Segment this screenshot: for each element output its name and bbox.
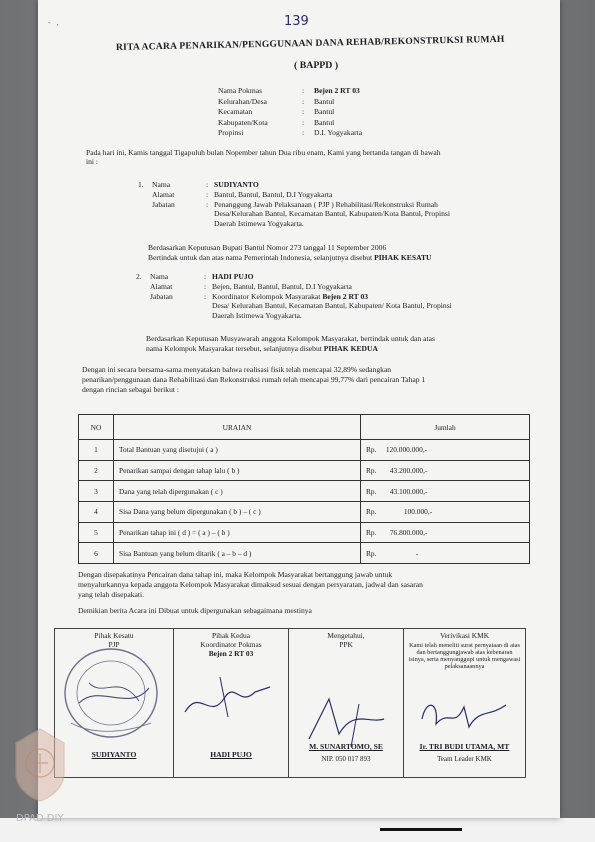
info-colons: : : : : : — [302, 86, 305, 138]
sig-role: Koordinator Pokmas — [200, 640, 262, 649]
row-no: 3 — [79, 481, 114, 502]
party1-position: Penanggung Jawab Pelaksanaan ( PJP ) Rehabilitasi/Rekonstruksi Rumah — [214, 199, 438, 209]
sig-role: PPK — [339, 640, 353, 649]
header-description: URAIAN — [114, 415, 361, 440]
row-no: 1 — [79, 440, 114, 461]
table-row — [79, 440, 530, 461]
row-amount — [361, 502, 530, 523]
signature-scribble-icon — [180, 667, 280, 727]
sig-title: Mengetahui, — [327, 631, 365, 640]
row-amount — [361, 460, 530, 481]
info-value-pokmas: Bejen 2 RT 03 — [314, 86, 360, 95]
official-stamp-icon — [59, 643, 169, 743]
amount-value: 100.000,- — [403, 507, 433, 517]
kmk-note-line: isinya, serta menyanggupi untuk mengawasi — [408, 656, 521, 663]
info-value: Bantul — [314, 107, 335, 117]
party1-number: 1. — [138, 180, 144, 189]
statement-line: penarikan/penggunaan dana Rehabilitasi dan Rekonstruksi rumah telah mencapai 99,77% dari pencairan Tahap 1 — [82, 375, 426, 384]
closing-line: yang telah disepakati. — [78, 590, 145, 599]
party1-values — [214, 180, 450, 229]
label-nama: Nama — [150, 272, 169, 281]
party2-basis: Berdasarkan Keputusan Musyawarah anggota Kelompok Masyarakat, bertindak untuk dan atas — [146, 334, 435, 343]
info-label: Propinsi — [218, 128, 244, 138]
sig-name: M. SUNARTOMO, SE — [309, 742, 383, 751]
sig-title: Verivikasi KMK — [439, 631, 490, 640]
dpad-emblem-icon — [10, 725, 70, 805]
row-amount — [361, 440, 530, 461]
intro-line: ini : — [86, 157, 99, 166]
party1-basis — [148, 253, 432, 262]
closing-line: Dengan disepakatinya Pencairan dana tahap ini, maka Kelompok Masyarakat bertanggung jawab untuk — [78, 570, 393, 579]
party1-position: Daerah Istimewa Yogyakarta. — [214, 219, 304, 229]
amount-value: 43.100.000,- — [389, 486, 428, 496]
row-description: Penarikan sampai dengan tahap lalu ( b ) — [114, 460, 361, 481]
sig-nip: NIP. 050 017 893 — [321, 755, 371, 763]
kmk-note-line: dan bertanggungjawab atas kebenaran — [416, 649, 513, 656]
table-row — [79, 481, 530, 502]
statement — [82, 365, 425, 395]
info-label: Kelurahan/Desa — [218, 96, 267, 106]
signature-scribble-icon — [414, 689, 514, 739]
row-no: 2 — [79, 460, 114, 481]
kmk-note-line: pelaksanaannya — [444, 663, 485, 670]
signature-col-pihak-kedua — [174, 629, 289, 778]
currency: Rp. — [366, 466, 377, 476]
row-description: Dana yang telah dipergunakan ( c ) — [114, 481, 361, 502]
currency: Rp. — [366, 528, 377, 538]
party1-position: Desa/Kelurahan Bantul, Kecamatan Bantul, Kabupaten/Kota Bantul, Propinsi — [214, 209, 450, 219]
signature-scribble-icon — [299, 689, 399, 749]
signature-col-ppk — [289, 629, 404, 778]
party2-colons: : : : — [204, 272, 207, 301]
sig-group: Bejen 2 RT 03 — [208, 649, 254, 658]
party2-address: Bejen, Bantul, Bantul, Bantul, D.I Yogyakarta — [212, 281, 352, 291]
pihak-kesatu: PIHAK KESATU — [374, 253, 432, 262]
row-description: Sisa Bantuan yang belum ditarik ( a – b – d ) — [114, 543, 361, 564]
info-label: Kabupaten/Kota — [218, 117, 268, 127]
party2-values — [212, 272, 452, 321]
party2-basis — [146, 344, 378, 353]
bottom-bar — [380, 828, 462, 831]
closing-statement: Demikian berita Acara ini Dibuat untuk dipergunakan sebagaimana mestinya — [78, 606, 312, 615]
amount-value: - — [415, 548, 419, 558]
party1-labels — [152, 180, 175, 209]
party2-position-text: Koordinator Kelompok Masyarakat — [212, 291, 321, 301]
info-value: D.I. Yogyakarta — [314, 128, 363, 138]
label-alamat: Alamat — [150, 281, 173, 291]
party2-labels — [150, 272, 173, 301]
sig-role: Team Leader KMK — [437, 755, 492, 763]
currency: Rp. — [366, 507, 377, 517]
row-amount — [361, 481, 530, 502]
table-row — [79, 502, 530, 523]
table-row — [79, 522, 530, 543]
page-number: 139 — [284, 14, 309, 29]
pencil-mark: - , — [48, 18, 59, 27]
kmk-note-line: Kami telah meneliti surat pernyataan di atas — [409, 642, 520, 649]
party1-basis-text: Bertindak untuk dan atas nama Pemerintah Indonesia, selanjutnya disebut — [148, 253, 373, 262]
document-subtitle: ( BAPPD ) — [294, 60, 339, 71]
signature-col-kmk — [404, 629, 526, 778]
party2-group: Bejen 2 RT 03 — [322, 291, 369, 301]
amount-value: 120.000.000,- — [385, 445, 428, 455]
watermark-text: DPAD DIY — [16, 813, 64, 824]
document-title: RITA ACARA PENARIKAN/PENGGUNAAN DANA REHAB/REKONSTRUKSI RUMAH — [115, 33, 505, 53]
party2-basis-text: nama Kelompok Masyarakat tersebut, selanjutnya disebut — [146, 344, 322, 353]
sig-title: Pihak Kedua — [212, 631, 250, 640]
row-description: Sisa Dana yang belum dipergunakan ( b ) – ( c ) — [114, 502, 361, 523]
row-amount — [361, 522, 530, 543]
header-amount: Jumlah — [361, 415, 530, 440]
row-description: Penarikan tahap ini ( d ) = ( a ) – ( b ) — [114, 522, 361, 543]
statement-line: dengan rincian sebagai berikut : — [82, 385, 179, 394]
info-labels — [218, 86, 268, 139]
row-description: Total Bantuan yang disetujui ( a ) — [114, 440, 361, 461]
table-row — [79, 543, 530, 564]
sig-name: HADI PUJO — [210, 750, 252, 759]
party2-position: Desa/ Kelurahan Bantul, Kecamatan Bantul, Kabupaten/ Kota Bantul, Propinsi — [212, 301, 452, 311]
table-row — [79, 460, 530, 481]
info-label: Kecamatan — [218, 107, 253, 117]
party1-address: Bantul, Bantul, Bantul, D.I Yogyakarta — [214, 189, 333, 199]
label-jabatan: Jabatan — [150, 291, 173, 301]
bottom-strip — [0, 818, 595, 842]
intro-line: Pada hari ini, Kamis tanggal Tigapuluh bulan Nopember tahun Dua ribu enam, Kami yang bertanda tangan di bawah — [86, 148, 441, 157]
closing — [78, 570, 423, 600]
party1-colons: : : : — [206, 180, 209, 209]
currency: Rp. — [366, 445, 377, 455]
statement-line: Dengan ini secara bersama-sama menyatakan bahwa realisasi fisik telah mencapai 32,89% sedangkan — [82, 365, 392, 374]
party2-position: Daerah Istimewa Yogyakarta. — [212, 311, 302, 321]
info-label: Nama Pokmas — [218, 86, 263, 95]
amount-value: 43.200.000,- — [389, 466, 428, 476]
kmk-note — [405, 642, 524, 670]
funds-table — [78, 414, 530, 564]
label-jabatan: Jabatan — [152, 199, 175, 209]
party1-basis: Berdasarkan Keputusan Bupati Bantul Nomor 273 tanggal 11 September 2006 — [148, 243, 387, 252]
currency: Rp. — [366, 548, 377, 558]
sig-name: SUDIYANTO — [91, 750, 137, 759]
party2-number: 2. — [136, 272, 142, 281]
info-value: Bantul — [314, 117, 335, 127]
table-header-row — [79, 415, 530, 440]
sig-name: Ir. TRI BUDI UTAMA, MT — [419, 742, 510, 751]
info-value: Bantul — [314, 96, 335, 106]
currency: Rp. — [366, 486, 377, 496]
pihak-kedua: PIHAK KEDUA — [323, 344, 378, 353]
row-no: 5 — [79, 522, 114, 543]
closing-line: menyalurkannya kepada anggota Kelompok Masyarakat dimaksud sesuai dengan persyaratan, jadwal dan sasaran — [78, 580, 423, 589]
signature-col-pihak-kesatu — [55, 629, 174, 778]
info-values — [314, 86, 362, 139]
sig-title: Pihak Kesatu — [94, 631, 134, 640]
label-alamat: Alamat — [152, 189, 175, 199]
label-nama: Nama — [152, 180, 171, 189]
row-no: 4 — [79, 502, 114, 523]
signature-table — [54, 628, 526, 778]
party2-name: HADI PUJO — [212, 272, 254, 281]
row-amount — [361, 543, 530, 564]
party1-name: SUDIYANTO — [214, 180, 259, 189]
row-no: 6 — [79, 543, 114, 564]
party2-position — [212, 292, 452, 302]
header-no: NO — [79, 415, 114, 440]
sig-role: PJP — [108, 640, 120, 649]
amount-value: 76.800.000,- — [389, 528, 428, 538]
